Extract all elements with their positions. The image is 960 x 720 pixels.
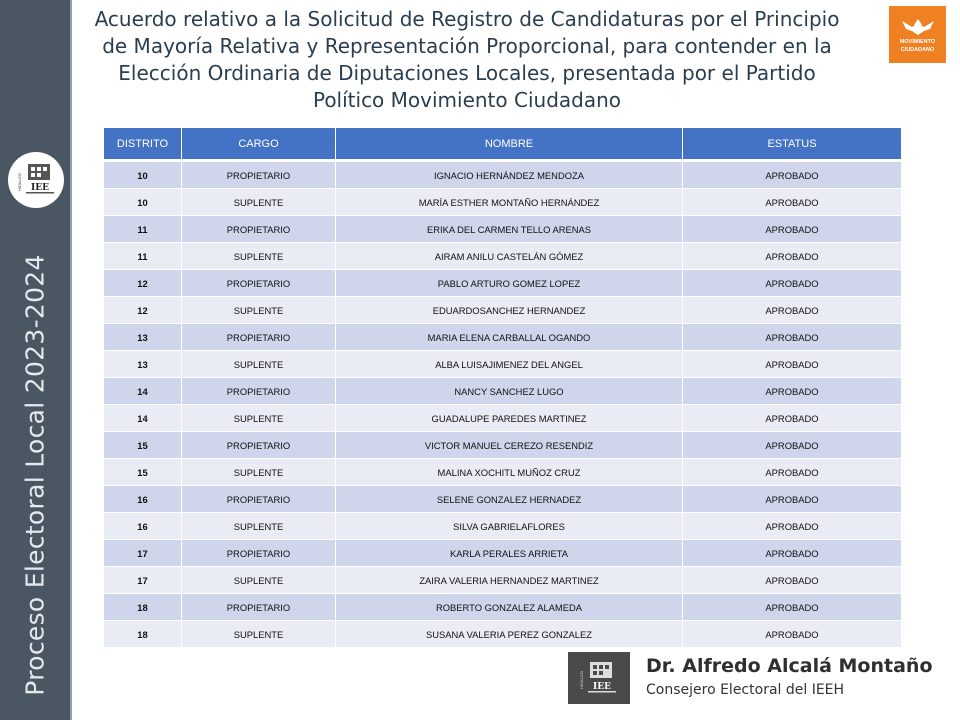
cell-distrito: 10 — [104, 162, 182, 189]
cell-estatus: APROBADO — [683, 162, 902, 189]
cell-cargo: SUPLENTE — [182, 567, 336, 594]
table-row — [104, 243, 902, 270]
table-row — [104, 351, 902, 378]
cell-distrito: 18 — [104, 594, 182, 621]
cell-estatus: APROBADO — [683, 297, 902, 324]
table-row — [104, 621, 902, 648]
cell-estatus: APROBADO — [683, 378, 902, 405]
table-row — [104, 189, 902, 216]
footer-logo-text: IEE — [593, 682, 611, 692]
cell-nombre: PABLO ARTURO GOMEZ LOPEZ — [336, 270, 683, 297]
table-row — [104, 324, 902, 351]
cell-cargo: PROPIETARIO — [182, 162, 336, 189]
footer-logo-side-text: HIDALGO — [579, 670, 584, 690]
cell-estatus: APROBADO — [683, 459, 902, 486]
header-distrito: DISTRITO — [104, 128, 182, 162]
eagle-icon — [900, 17, 936, 37]
table-row — [104, 594, 902, 621]
cell-cargo: PROPIETARIO — [182, 216, 336, 243]
cell-cargo: PROPIETARIO — [182, 378, 336, 405]
table-row — [104, 567, 902, 594]
table-row — [104, 486, 902, 513]
cell-estatus: APROBADO — [683, 621, 902, 648]
cell-distrito: 15 — [104, 459, 182, 486]
table-row — [104, 270, 902, 297]
table-header-row — [104, 128, 902, 162]
cell-nombre: SUSANA VALERIA PEREZ GONZALEZ — [336, 621, 683, 648]
cell-nombre: IGNACIO HERNÁNDEZ MENDOZA — [336, 162, 683, 189]
cell-distrito: 16 — [104, 486, 182, 513]
cell-estatus: APROBADO — [683, 486, 902, 513]
candidates-table — [104, 128, 902, 648]
cell-nombre: MALINA XOCHITL MUÑOZ CRUZ — [336, 459, 683, 486]
cell-nombre: NANCY SANCHEZ LUGO — [336, 378, 683, 405]
cell-estatus: APROBADO — [683, 567, 902, 594]
cell-distrito: 18 — [104, 621, 182, 648]
cell-nombre: VICTOR MANUEL CEREZO RESENDIZ — [336, 432, 683, 459]
cell-distrito: 12 — [104, 270, 182, 297]
footer-signature — [568, 652, 948, 704]
cell-nombre: GUADALUPE PAREDES MARTINEZ — [336, 405, 683, 432]
cell-cargo: SUPLENTE — [182, 513, 336, 540]
cell-estatus: APROBADO — [683, 513, 902, 540]
cell-nombre: SILVA GABRIELAFLORES — [336, 513, 683, 540]
header-nombre: NOMBRE — [336, 128, 683, 162]
ieeh-emblem-icon — [14, 158, 58, 202]
table-row — [104, 405, 902, 432]
cell-cargo: PROPIETARIO — [182, 540, 336, 567]
cell-cargo: SUPLENTE — [182, 351, 336, 378]
cell-nombre: KARLA PERALES ARRIETA — [336, 540, 683, 567]
cell-nombre: ROBERTO GONZALEZ ALAMEDA — [336, 594, 683, 621]
table-body — [104, 162, 902, 648]
cell-distrito: 17 — [104, 567, 182, 594]
cell-distrito: 13 — [104, 351, 182, 378]
party-logo-line1: MOVIMIENTO — [899, 38, 936, 45]
cell-estatus: APROBADO — [683, 594, 902, 621]
cell-estatus: APROBADO — [683, 351, 902, 378]
table-row — [104, 540, 902, 567]
cell-nombre: ALBA LUISAJIMENEZ DEL ANGEL — [336, 351, 683, 378]
cell-cargo: PROPIETARIO — [182, 324, 336, 351]
cell-distrito: 12 — [104, 297, 182, 324]
header-estatus: ESTATUS — [683, 128, 902, 162]
cell-cargo: SUPLENTE — [182, 243, 336, 270]
cell-cargo: SUPLENTE — [182, 189, 336, 216]
footer-ieeh-logo — [568, 652, 630, 704]
cell-distrito: 13 — [104, 324, 182, 351]
header-cargo: CARGO — [182, 128, 336, 162]
cell-nombre: ZAIRA VALERIA HERNANDEZ MARTINEZ — [336, 567, 683, 594]
table-row — [104, 378, 902, 405]
cell-distrito: 15 — [104, 432, 182, 459]
ieeh-emblem-icon — [574, 656, 624, 700]
signer-role: Consejero Electoral del IEEH — [646, 682, 845, 698]
table-row — [104, 459, 902, 486]
cell-cargo: SUPLENTE — [182, 405, 336, 432]
cell-nombre: AIRAM ANILU CASTELÁN GÓMEZ — [336, 243, 683, 270]
ieeh-logo — [8, 152, 64, 208]
cell-distrito: 11 — [104, 243, 182, 270]
cell-cargo: PROPIETARIO — [182, 594, 336, 621]
table-row — [104, 216, 902, 243]
cell-estatus: APROBADO — [683, 270, 902, 297]
table-row — [104, 513, 902, 540]
cell-distrito: 10 — [104, 189, 182, 216]
cell-estatus: APROBADO — [683, 243, 902, 270]
cell-distrito: 14 — [104, 405, 182, 432]
cell-estatus: APROBADO — [683, 405, 902, 432]
signer-name: Dr. Alfredo Alcalá Montaño — [646, 655, 933, 677]
cell-cargo: SUPLENTE — [182, 297, 336, 324]
cell-distrito: 17 — [104, 540, 182, 567]
party-logo — [889, 6, 946, 63]
cell-nombre: MARIA ELENA CARBALLAL OGANDO — [336, 324, 683, 351]
ieeh-logo-side-text: HIDALGO — [17, 172, 22, 192]
cell-estatus: APROBADO — [683, 216, 902, 243]
cell-nombre: EDUARDOSANCHEZ HERNANDEZ — [336, 297, 683, 324]
cell-distrito: 11 — [104, 216, 182, 243]
cell-estatus: APROBADO — [683, 432, 902, 459]
cell-estatus: APROBADO — [683, 189, 902, 216]
cell-nombre: SELENE GONZALEZ HERNADEZ — [336, 486, 683, 513]
cell-cargo: SUPLENTE — [182, 621, 336, 648]
page-title: Acuerdo relativo a la Solicitud de Registro de Candidaturas por el Principio de Mayoría Relativa y Representación Proporcional, para contender en la Elección Ordinaria de Diputaciones Locales, presentada por el Partido Político Movimiento Ciudadano — [94, 7, 840, 112]
table-row — [104, 432, 902, 459]
cell-cargo: PROPIETARIO — [182, 432, 336, 459]
process-vertical-label: Proceso Electoral Local 2023-2024 — [20, 254, 50, 696]
cell-distrito: 14 — [104, 378, 182, 405]
table-row — [104, 162, 902, 189]
cell-cargo: SUPLENTE — [182, 459, 336, 486]
table-row — [104, 297, 902, 324]
cell-nombre: MARÍA ESTHER MONTAÑO HERNÁNDEZ — [336, 189, 683, 216]
sidebar-divider — [70, 0, 72, 720]
cell-cargo: PROPIETARIO — [182, 486, 336, 513]
cell-distrito: 16 — [104, 513, 182, 540]
cell-nombre: ERIKA DEL CARMEN TELLO ARENAS — [336, 216, 683, 243]
party-logo-line2: CIUDADANO — [900, 46, 935, 53]
ieeh-logo-text: IEE — [31, 183, 49, 193]
cell-estatus: APROBADO — [683, 540, 902, 567]
cell-estatus: APROBADO — [683, 324, 902, 351]
cell-cargo: PROPIETARIO — [182, 270, 336, 297]
